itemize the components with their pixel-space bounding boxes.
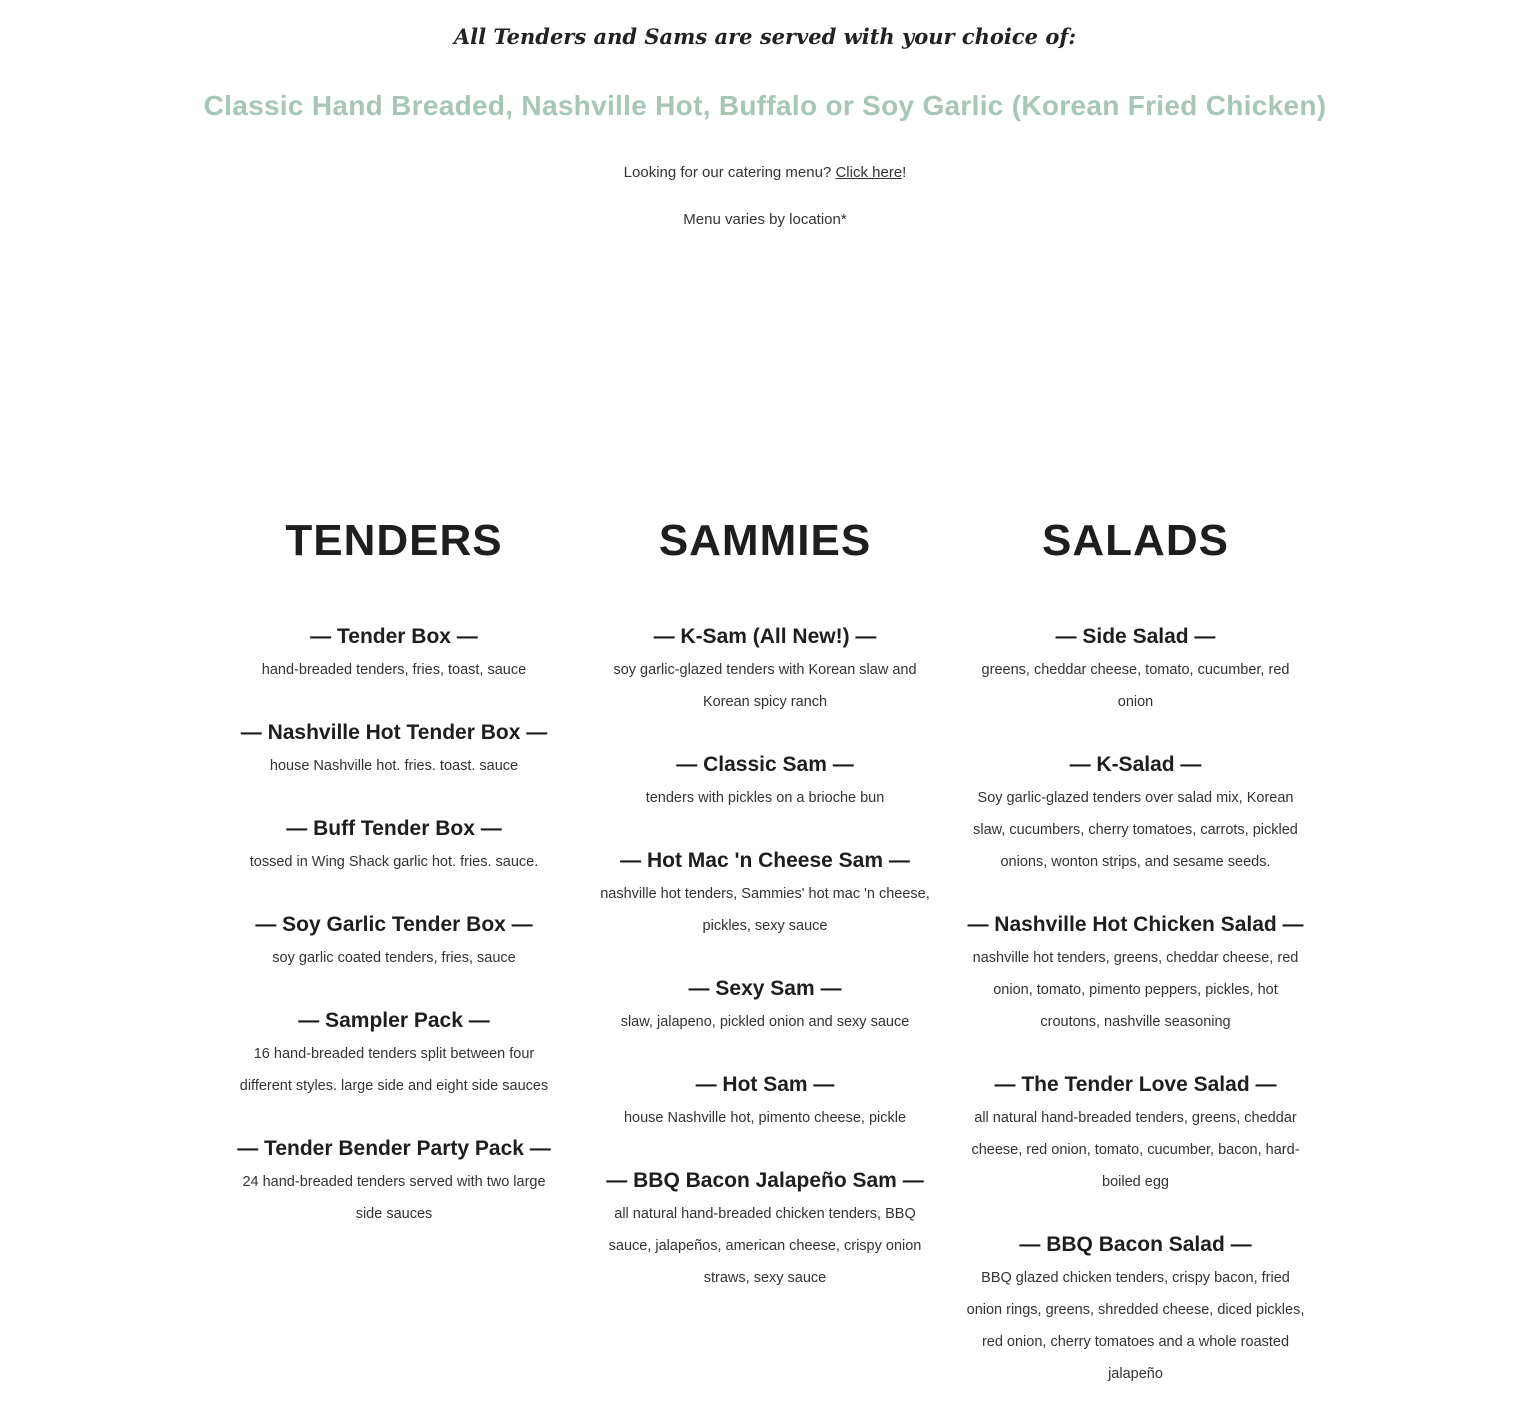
location-note: Menu varies by location* <box>683 211 847 228</box>
menu-item <box>228 716 560 782</box>
menu-item <box>597 1068 933 1134</box>
item-description: house Nashville hot, pimento cheese, pickle <box>623 1110 907 1126</box>
item-name: — Tender Box — <box>310 625 478 648</box>
item-name: — Tender Bender Party Pack — <box>237 1137 551 1160</box>
menu-item <box>966 620 1305 718</box>
menu-item <box>966 1228 1305 1390</box>
item-description: soy garlic coated tenders, fries, sauce <box>272 950 516 966</box>
served-with-heading: All Tenders and Sams are served with your choice of: <box>453 24 1077 49</box>
menu-item <box>228 1132 560 1230</box>
catering-prefix: Looking for our catering menu? <box>623 164 836 181</box>
item-name: — Sampler Pack — <box>298 1009 490 1032</box>
column-title: SAMMIES <box>658 516 872 565</box>
item-description: soy garlic-glazed tenders with Korean slaw and Korean spicy ranch <box>613 662 917 710</box>
item-name: — Soy Garlic Tender Box — <box>255 913 533 936</box>
item-description: nashville hot tenders, greens, cheddar cheese, red onion, tomato, pimento peppers, pickles, hot croutons, nashville seasoning <box>972 950 1299 1030</box>
menu-item <box>966 1068 1305 1198</box>
item-name: — K-Sam (All New!) — <box>653 625 877 648</box>
item-name: — Sexy Sam — <box>688 977 842 1000</box>
menu-item <box>597 748 933 814</box>
item-name: — K-Salad — <box>1069 753 1202 776</box>
item-description: greens, cheddar cheese, tomato, cucumber, red onion <box>981 662 1290 710</box>
menu-item <box>228 620 560 686</box>
item-description: all natural hand-breaded tenders, greens, cheddar cheese, red onion, tomato, cucumber, bacon, hard-boiled egg <box>971 1110 1300 1190</box>
item-description: BBQ glazed chicken tenders, crispy bacon, fried onion rings, greens, shredded cheese, diced pickles, red onion, cherry tomatoes and a whole roasted jalapeño <box>966 1270 1305 1382</box>
menu-item <box>597 844 933 942</box>
style-choices: Classic Hand Breaded, Nashville Hot, Buffalo or Soy Garlic (Korean Fried Chicken) <box>203 90 1327 121</box>
menu-item <box>228 812 560 878</box>
item-name: — Side Salad — <box>1055 625 1216 648</box>
item-name: — The Tender Love Salad — <box>994 1073 1277 1096</box>
item-description: slaw, jalapeno, pickled onion and sexy sauce <box>620 1014 910 1030</box>
item-name: — Hot Sam — <box>695 1073 835 1096</box>
item-description: 16 hand-breaded tenders split between four different styles. large side and eight side sauces <box>239 1046 549 1094</box>
item-description: house Nashville hot. fries. toast. sauce <box>269 758 519 774</box>
menu-item <box>966 748 1305 878</box>
item-description: 24 hand-breaded tenders served with two large side sauces <box>242 1174 546 1222</box>
item-description: all natural hand-breaded chicken tenders, BBQ sauce, jalapeños, american cheese, crispy onion straws, sexy sauce <box>608 1206 922 1286</box>
item-name: — BBQ Bacon Jalapeño Sam — <box>606 1169 924 1192</box>
column-title: TENDERS <box>285 516 503 565</box>
sammies-column <box>597 512 933 1324</box>
catering-line <box>0 164 1530 181</box>
salads-column <box>966 512 1305 1420</box>
catering-suffix: ! <box>902 164 907 181</box>
item-description: hand-breaded tenders, fries, toast, sauce <box>261 662 527 678</box>
item-description: nashville hot tenders, Sammies' hot mac 'n cheese, pickles, sexy sauce <box>600 886 930 934</box>
item-name: — Hot Mac 'n Cheese Sam — <box>620 849 910 872</box>
column-title: SALADS <box>1042 516 1229 565</box>
menu-item <box>597 1164 933 1294</box>
menu-item <box>597 972 933 1038</box>
menu-item <box>966 908 1305 1038</box>
item-name: — Classic Sam — <box>676 753 854 776</box>
item-name: — Buff Tender Box — <box>286 817 502 840</box>
item-name: — Nashville Hot Tender Box — <box>240 721 548 744</box>
catering-link[interactable]: Click here <box>835 164 903 181</box>
tenders-column <box>228 512 560 1260</box>
item-description: tenders with pickles on a brioche bun <box>645 790 885 806</box>
menu-item <box>228 908 560 974</box>
item-name: — BBQ Bacon Salad — <box>1019 1233 1252 1256</box>
item-description: Soy garlic-glazed tenders over salad mix, Korean slaw, cucumbers, cherry tomatoes, carrots, pickled onions, wonton strips, and sesame seeds. <box>973 790 1298 870</box>
item-description: tossed in Wing Shack garlic hot. fries. sauce. <box>249 854 539 870</box>
menu-item <box>597 620 933 718</box>
item-name: — Nashville Hot Chicken Salad — <box>967 913 1304 936</box>
menu-item <box>228 1004 560 1102</box>
